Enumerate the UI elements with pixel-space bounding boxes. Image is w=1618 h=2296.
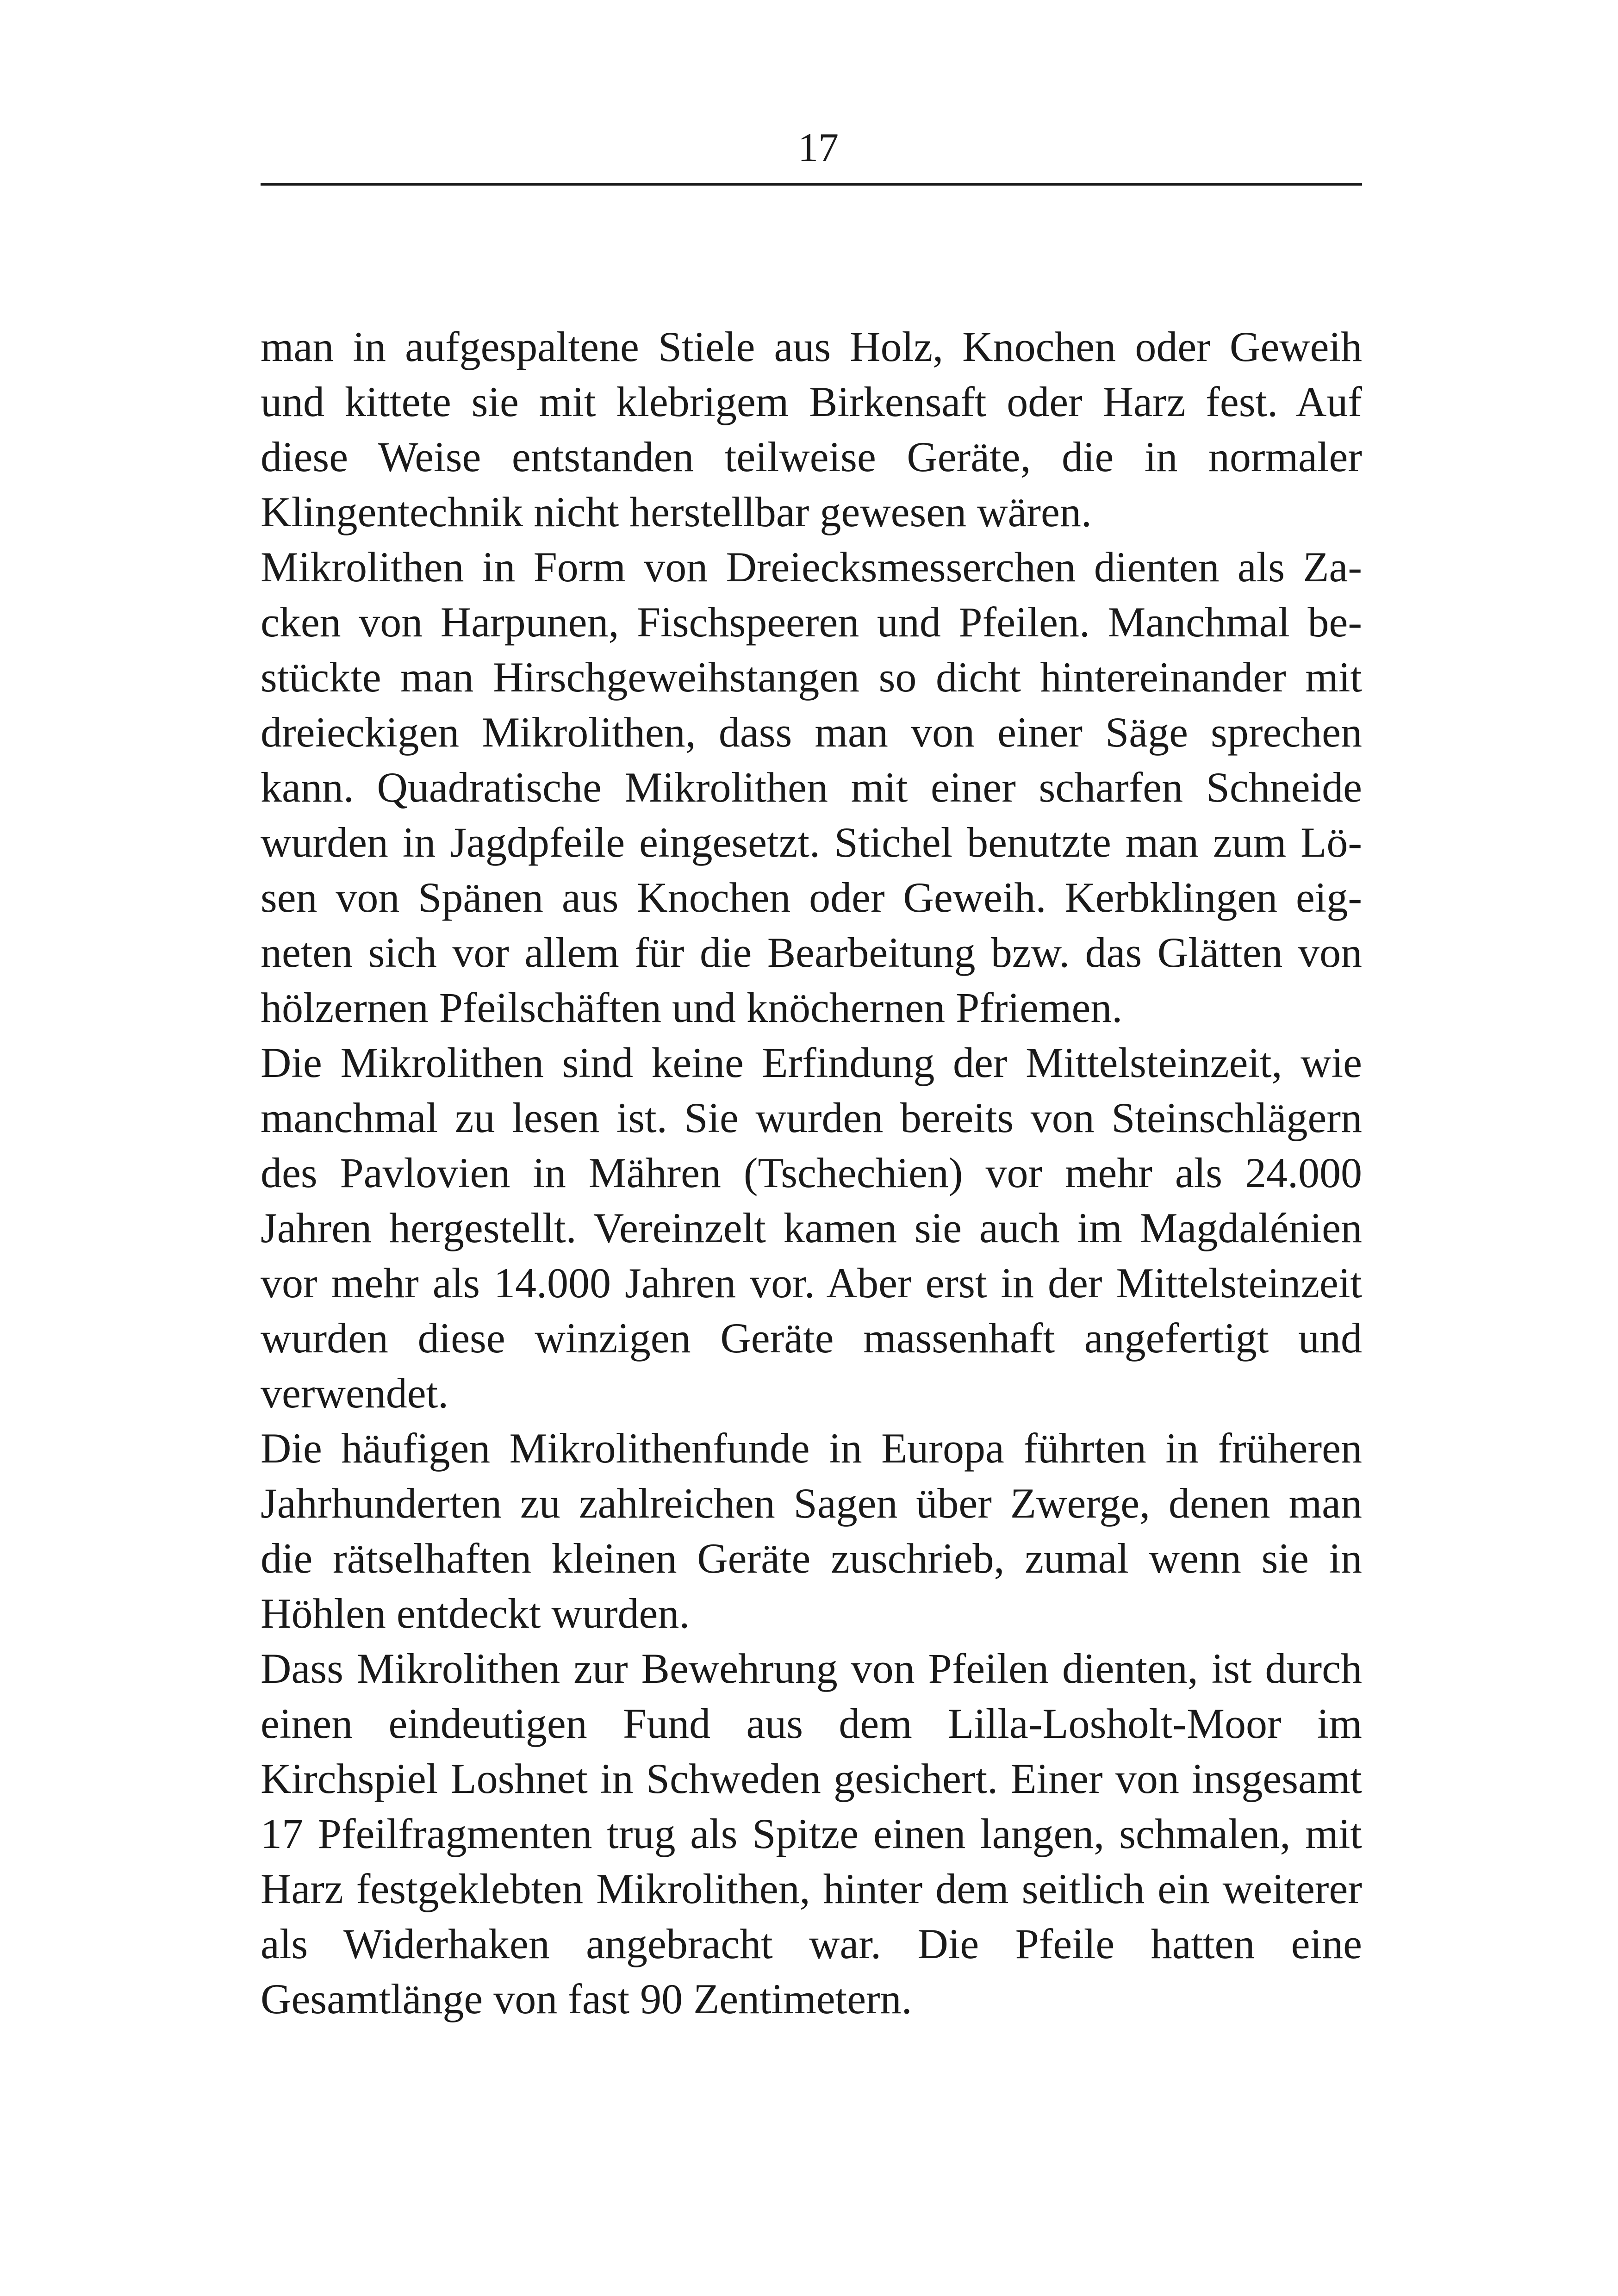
- text-line: Kirchspiel Loshnet in Schweden gesichert. Einer von insgesamt: [261, 1755, 1362, 1802]
- text-line: wurden in Jagdpfeile eingesetzt. Stichel benutzte man zum Lö-: [261, 819, 1362, 866]
- text-line: Jahrhunderten zu zahlreichen Sagen über Zwerge, denen man: [261, 1480, 1362, 1527]
- text-line: Mikrolithen in Form von Dreiecksmesserchen dienten als Za-: [261, 543, 1362, 591]
- text-line: man in aufgespaltene Stiele aus Holz, Knochen oder Geweih: [261, 323, 1362, 370]
- text-line: Die Mikrolithen sind keine Erfindung der Mittelsteinzeit, wie: [261, 1039, 1362, 1086]
- body-text: [261, 319, 1362, 2027]
- header-rule: [261, 183, 1362, 186]
- text-line: als Widerhaken angebracht war. Die Pfeile hatten eine: [261, 1920, 1362, 1967]
- text-line: wurden diese winzigen Geräte massenhaft angefertigt und: [261, 1314, 1362, 1362]
- text-line: Jahren hergestellt. Vereinzelt kamen sie auch im Magdalénien: [261, 1204, 1362, 1251]
- text-line: Harz festgeklebten Mikrolithen, hinter dem seitlich ein weiterer: [261, 1865, 1362, 1912]
- text-line: des Pavlovien in Mähren (Tschechien) vor mehr als 24.000: [261, 1149, 1362, 1196]
- text-line: kann. Quadratische Mikrolithen mit einer scharfen Schneide: [261, 764, 1362, 811]
- text-line: Gesamtlänge von fast 90 Zentimetern.: [261, 1975, 912, 2022]
- text-line: und kittete sie mit klebrigem Birkensaft oder Harz fest. Auf: [261, 378, 1362, 425]
- text-line: Klingentechnik nicht herstellbar gewesen wären.: [261, 488, 1092, 535]
- text-line: 17 Pfeilfragmenten trug als Spitze einen langen, schmalen, mit: [261, 1810, 1362, 1857]
- text-line: vor mehr als 14.000 Jahren vor. Aber erst in der Mittelsteinzeit: [261, 1259, 1362, 1307]
- text-line: Dass Mikrolithen zur Bewehrung von Pfeilen dienten, ist durch: [261, 1645, 1362, 1692]
- text-line: die rätselhaften kleinen Geräte zuschrieb, zumal wenn sie in: [261, 1535, 1362, 1582]
- text-line: neten sich vor allem für die Bearbeitung bzw. das Glätten von: [261, 929, 1362, 976]
- text-line: verwendet.: [261, 1369, 449, 1417]
- text-line: sen von Spänen aus Knochen oder Geweih. Kerbklingen eig-: [261, 874, 1362, 921]
- text-line: cken von Harpunen, Fischspeeren und Pfeilen. Manchmal be-: [261, 598, 1362, 646]
- text-line: stückte man Hirschgeweihstangen so dicht hintereinander mit: [261, 653, 1362, 701]
- text-line: diese Weise entstanden teilweise Geräte, die in normaler: [261, 433, 1362, 480]
- text-line: dreieckigen Mikrolithen, dass man von einer Säge sprechen: [261, 709, 1362, 756]
- text-line: manchmal zu lesen ist. Sie wurden bereits von Steinschlägern: [261, 1094, 1362, 1141]
- text-line: hölzernen Pfeilschäften und knöchernen Pfriemen.: [261, 984, 1123, 1031]
- text-line: einen eindeutigen Fund aus dem Lilla-Losholt-Moor im: [261, 1700, 1362, 1747]
- text-line: Höhlen entdeckt wurden.: [261, 1590, 690, 1637]
- page-number: 17: [798, 125, 839, 170]
- text-line: Die häufigen Mikrolithenfunde in Europa führten in früheren: [261, 1425, 1362, 1472]
